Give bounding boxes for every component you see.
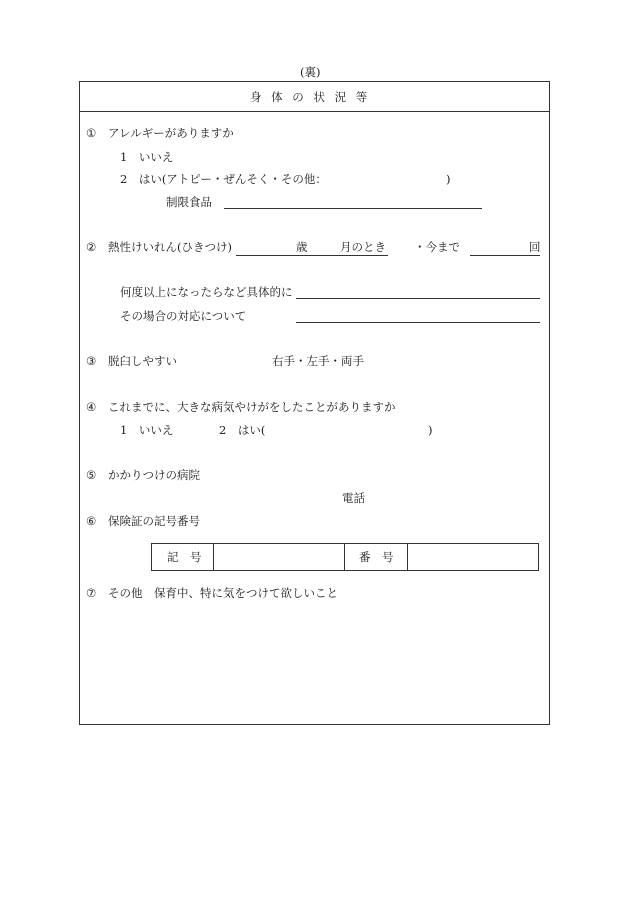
count-unit: 回 xyxy=(529,240,541,254)
q5-number: ⑤ xyxy=(86,468,97,482)
q4-number: ④ xyxy=(86,400,97,414)
response-label: その場合の対応について xyxy=(120,309,247,323)
q1-question: アレルギーがありますか xyxy=(108,126,234,140)
q4-option-yes[interactable]: 2 はい( xyxy=(219,423,266,437)
seizure-count-field[interactable] xyxy=(470,255,540,256)
q4-option-no[interactable]: 1 いいえ xyxy=(120,423,174,437)
threshold-label: 何度以上になったらなど具体的に xyxy=(120,285,293,299)
q4-question: これまでに、大きな病気やけがをしたことがありますか xyxy=(108,400,396,414)
q6-number: ⑥ xyxy=(86,514,97,528)
q4-option-yes-close: ) xyxy=(428,423,433,437)
symbol-field[interactable] xyxy=(213,543,345,571)
q5-question: かかりつけの病院 xyxy=(108,468,200,482)
month-text: 月のとき xyxy=(340,240,386,254)
q2-question: 熱性けいれん(ひきつけ) xyxy=(108,240,232,254)
seizure-age-field[interactable] xyxy=(236,255,388,256)
q7-number: ⑦ xyxy=(86,586,97,600)
q7-notes-area[interactable] xyxy=(100,606,540,716)
q6-question: 保険証の記号番号 xyxy=(108,514,200,528)
q1-option-no[interactable]: 1 いいえ xyxy=(120,150,174,164)
q3-options[interactable]: 右手・左手・両手 xyxy=(272,354,364,368)
threshold-field[interactable] xyxy=(296,298,540,299)
q3-number: ③ xyxy=(86,354,97,368)
restricted-food-field[interactable] xyxy=(224,208,482,209)
q3-question: 脱臼しやすい xyxy=(108,354,177,368)
restricted-food-label: 制限食品 xyxy=(166,195,212,209)
age-unit: 歳 xyxy=(296,240,308,254)
until-now-text: ・今まで xyxy=(414,240,460,254)
q2-number: ② xyxy=(86,240,97,254)
page-title: 身 体 の 状 況 等 xyxy=(250,90,371,104)
side-label: (裏) xyxy=(300,65,321,79)
symbol-label: 記 号 xyxy=(167,550,202,564)
number-field[interactable] xyxy=(407,543,539,571)
q7-question: その他 保育中、特に気をつけて欲しいこと xyxy=(108,586,338,600)
q1-option-yes-close: ) xyxy=(446,172,451,186)
q1-number: ① xyxy=(86,126,97,140)
q1-option-yes[interactable]: 2 はい(アトピー・ぜんそく・その他： xyxy=(120,172,327,186)
number-label: 番 号 xyxy=(359,550,394,564)
phone-label: 電話 xyxy=(342,491,365,505)
response-field[interactable] xyxy=(296,322,540,323)
